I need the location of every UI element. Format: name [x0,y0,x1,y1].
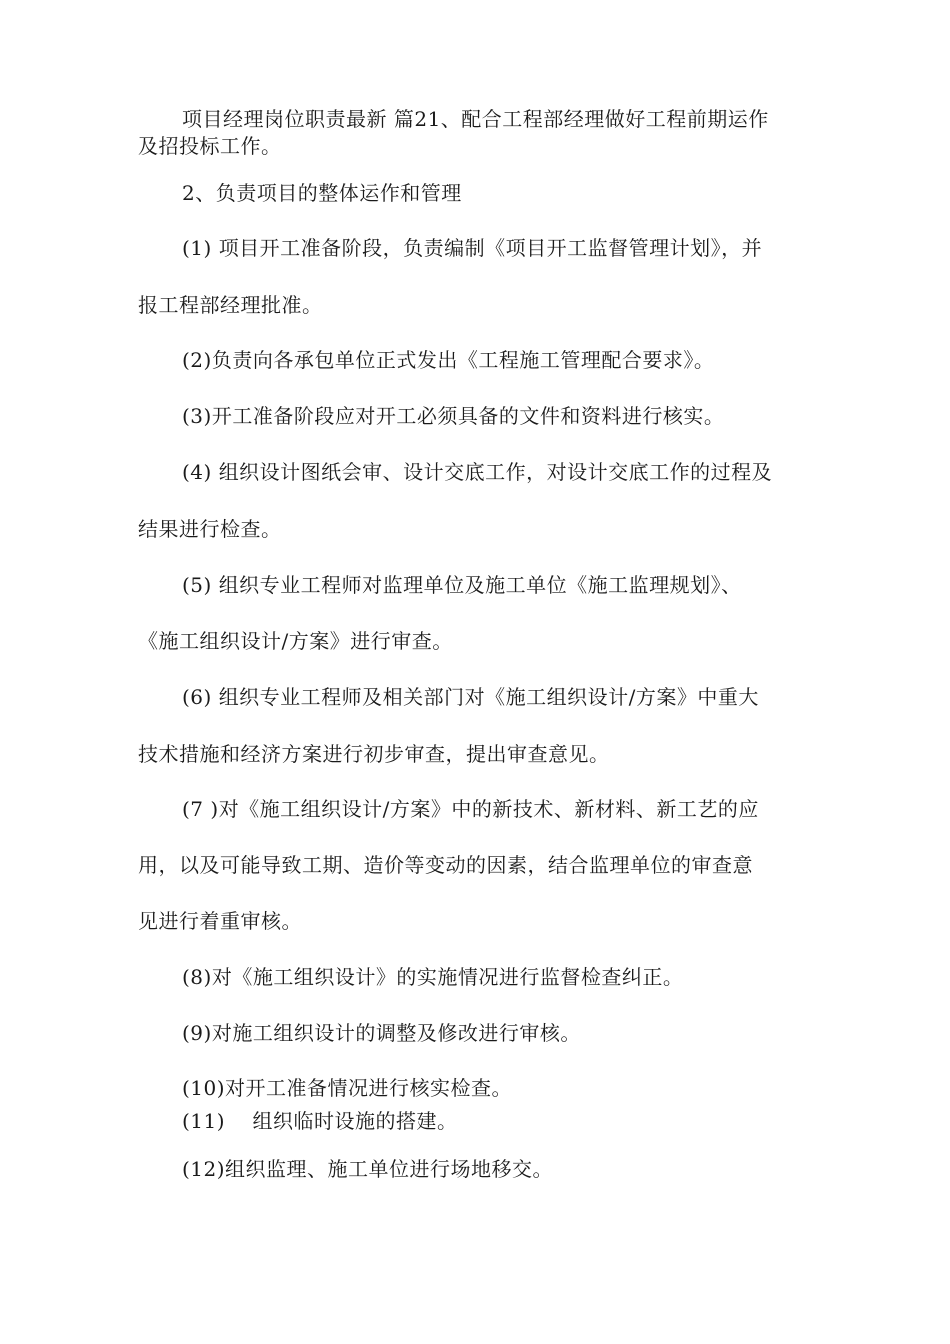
paragraph-7-line-2: 《施工组织设计/方案》进行审查。 [138,629,453,653]
paragraph-14-line-1: (12)组织监理、施工单位进行场地移交。 [182,1157,554,1181]
paragraph-1-line-2: 及招投标工作。 [138,134,282,158]
paragraph-11-line-1: (9)对施工组织设计的调整及修改进行审核。 [182,1021,581,1045]
paragraph-4-line-1: (2)负责向各承包单位正式发出《工程施工管理配合要求》。 [182,348,715,372]
paragraph-5-line-1: (3)开工准备阶段应对开工必须具备的文件和资料进行核实。 [182,404,725,428]
paragraph-12-line-1: (10)对开工准备情况进行核实检查。 [182,1076,513,1100]
paragraph-6-line-1: (4) 组织设计图纸会审、设计交底工作，对设计交底工作的过程及 [182,460,773,484]
paragraph-9-line-2: 用，以及可能导致工期、造价等变动的因素，结合监理单位的审查意 [138,853,753,877]
paragraph-8-line-2: 技术措施和经济方案进行初步审查，提出审查意见。 [138,742,610,766]
paragraph-6-line-2: 结果进行检查。 [138,517,282,541]
paragraph-13-line-1: (11) 组织临时设施的搭建。 [182,1109,458,1133]
paragraph-9-line-1: (7 )对《施工组织设计/方案》中的新技术、新材料、新工艺的应 [182,797,759,821]
paragraph-10-line-1: (8)对《施工组织设计》的实施情况进行监督检查纠正。 [182,965,684,989]
paragraph-1-line-1: 项目经理岗位职责最新 篇21、配合工程部经理做好工程前期运作 [182,107,769,131]
paragraph-3-line-1: (1) 项目开工准备阶段，负责编制《项目开工监督管理计划》，并 [182,236,763,260]
paragraph-2-line-1: 2、负责项目的整体运作和管理 [182,181,462,205]
paragraph-8-line-1: (6) 组织专业工程师及相关部门对《施工组织设计/方案》中重大 [182,685,759,709]
paragraph-9-line-3: 见进行着重审核。 [138,909,302,933]
paragraph-3-line-2: 报工程部经理批准。 [138,293,323,317]
paragraph-7-line-1: (5) 组织专业工程师对监理单位及施工单位《施工监理规划》、 [182,573,742,597]
